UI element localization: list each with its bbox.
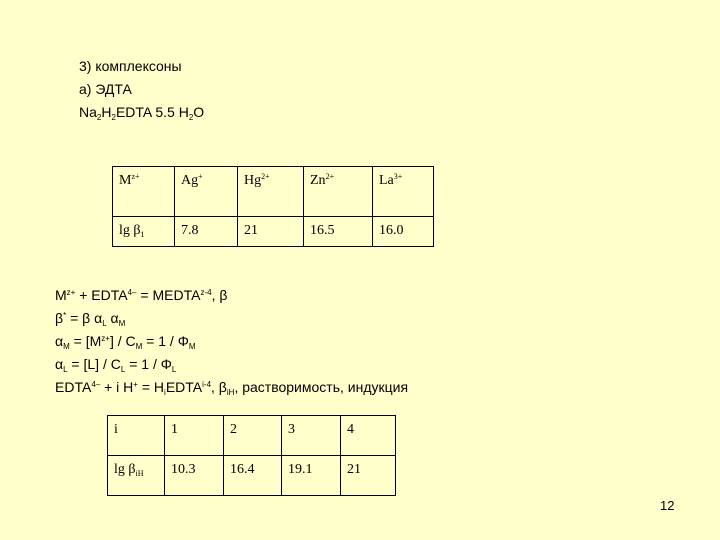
table-cell: $M^{z+}$: [113, 167, 175, 217]
table-row: [108, 416, 396, 456]
equation-alpha-m: $\alpha_M = [M^{z+}] / C_M = 1 / \Phi_M$: [55, 333, 196, 351]
equation-protonation: $EDTA^{4-} + i$ $H^+ = H_iEDTA^{i-4}$, $\beta_{iH}$, растворимость, индукция: [55, 379, 409, 397]
equation-complex-formation: $M^{z+}$ + $EDTA^{4-}$ = $MEDTA^{z-4}$, β: [55, 287, 228, 303]
table-cell: 16.4: [224, 456, 282, 496]
table-cell: i: [108, 416, 165, 456]
table-cell: 1: [165, 416, 224, 456]
table-cell: 10.3: [165, 456, 224, 496]
table-cell: 21: [238, 217, 304, 247]
heading-line-2: а) ЭДТА: [79, 81, 132, 97]
table-row: [113, 167, 434, 217]
table-cell: 4: [341, 416, 396, 456]
table-cell: 21: [341, 456, 396, 496]
page-number: 12: [660, 498, 675, 513]
table-cell: 7.8: [175, 217, 238, 247]
equation-alpha-l: $\alpha_L = [L] / C_L = 1 / \Phi_L$: [55, 356, 177, 374]
heading-formula: $Na_2H_2EDTA$ 5.5 $H_2O$: [79, 104, 205, 122]
equation-conditional-constant: β* = β $\alpha_L$ $\alpha_M$: [55, 310, 126, 328]
table-cell: 19.1: [282, 456, 341, 496]
table-cell: 3: [282, 416, 341, 456]
stability-constants-table: [112, 166, 434, 247]
table-cell: Ag+: [175, 167, 238, 217]
table-cell: 16.5: [304, 217, 373, 247]
table-cell: $Hg^{2+}$: [238, 167, 304, 217]
table-row: [108, 456, 396, 496]
table-cell: $Zn^{2+}$: [304, 167, 373, 217]
table-cell: 16.0: [373, 217, 434, 247]
protonation-constants-table: [107, 415, 396, 496]
table-cell: $\lg \beta_1$: [113, 217, 175, 247]
table-row: [113, 217, 434, 247]
table-cell: $\lg \beta_{iH}$: [108, 456, 165, 496]
heading-line-1: 3) комплексоны: [79, 58, 182, 74]
table-cell: $La^{3+}$: [373, 167, 434, 217]
table-cell: 2: [224, 416, 282, 456]
